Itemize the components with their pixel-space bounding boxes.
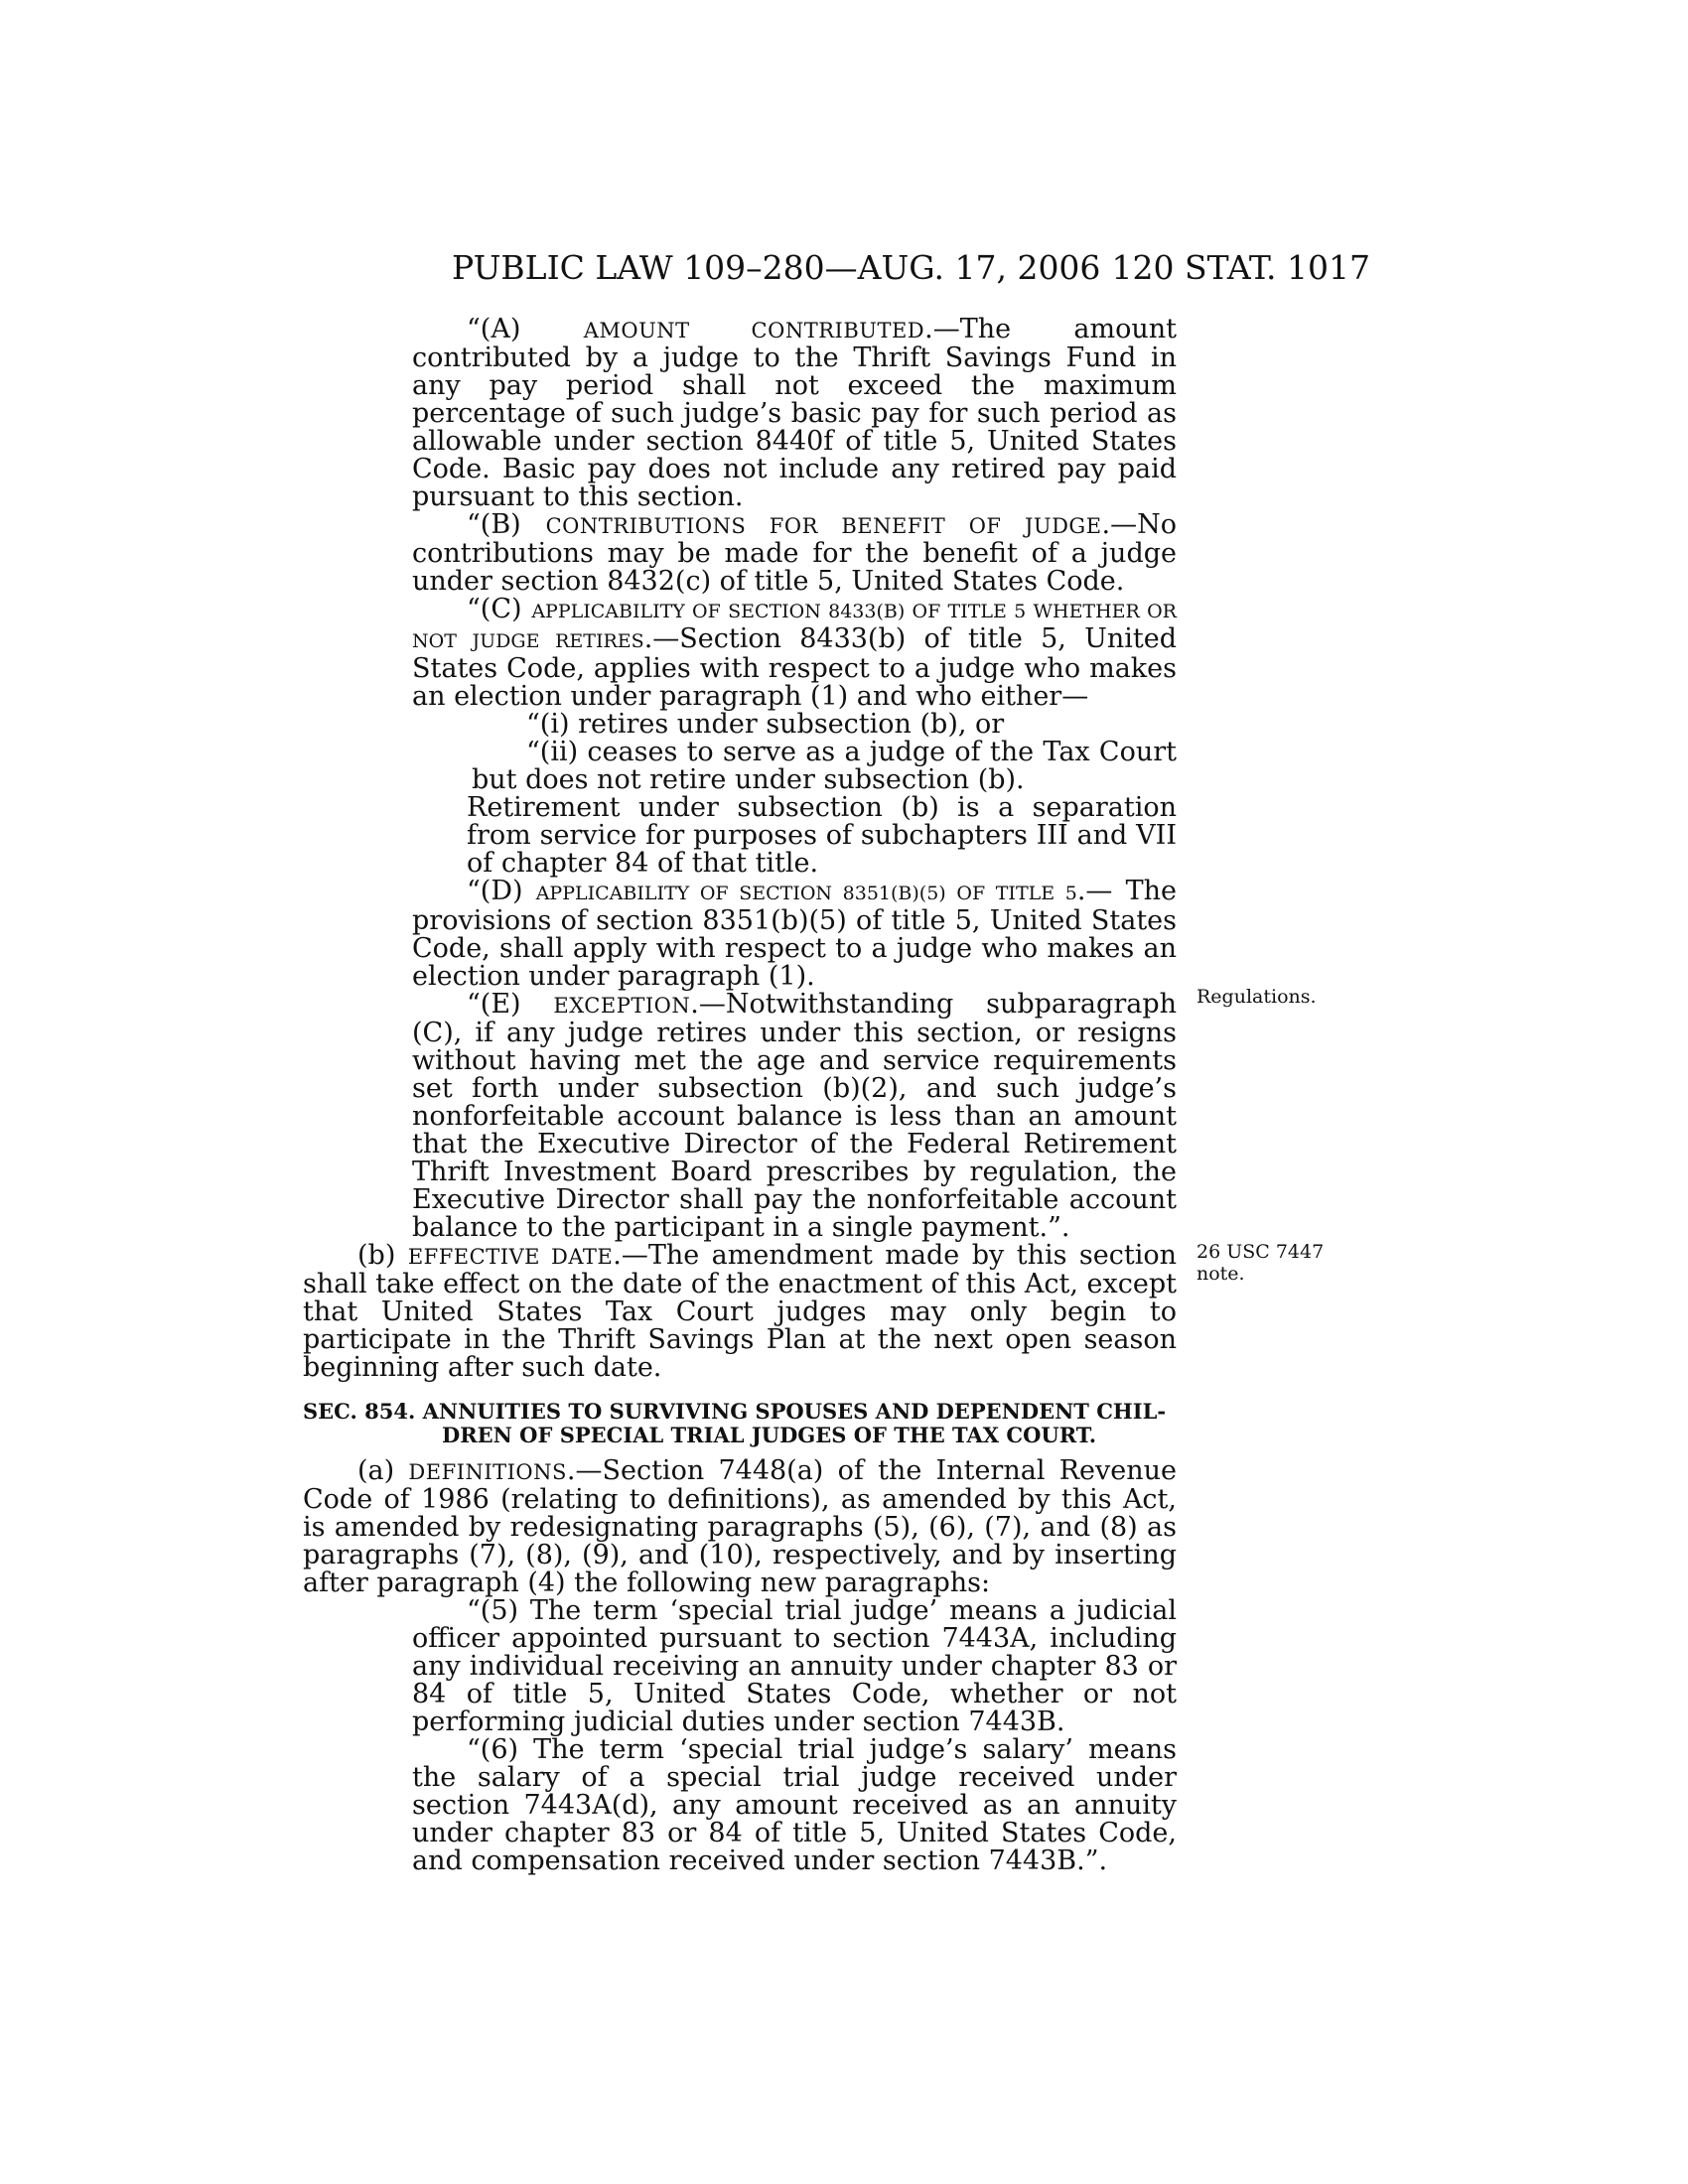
subparagraph-c: “(C) APPLICABILITY OF SECTION 8433(B) OF TITLE 5 WHETHER OR NOT JUDGE RETIRES.—Section 8433(b) of title 5, United States Code, applies with respect to a judge who makes an election under paragraph (1) and who either— [412, 594, 1177, 712]
header-title: PUBLIC LAW 109–280—AUG. 17, 2006 [452, 248, 1101, 287]
margin-note-regulations: Regulations. [1196, 986, 1317, 1008]
paragraph-5: “(5) The term ‘special trial judge’ means a judicial officer appointed pursuant to section 7443A, including any individual receiving an annuity under chapter 83 or 84 of title 5, United States Code, whether or not performing judicial duties under section 7443B. [412, 1595, 1177, 1737]
main-column [303, 316, 1177, 1875]
page-header [452, 248, 1370, 288]
header-page-number: 120 STAT. 1017 [1111, 248, 1370, 287]
subparagraph-c-tail: Retirement under subsection (b) is a separation from service for purposes of subchapters III and VII of chapter 84 of that title. [467, 792, 1177, 879]
subparagraph-d: “(D) APPLICABILITY OF SECTION 8351(B)(5) OF TITLE 5.— The provisions of section 8351(b)(5) of title 5, United States Code, shall apply with respect to a judge who makes an election under paragraph (1). [412, 876, 1177, 992]
clause-i: “(i) retires under subsection (b), or [526, 709, 1005, 740]
subsection-b-effective-date: (b) EFFECTIVE DATE.—The amendment made by this section shall take effect on the date of the enactment of this Act, except that United States Tax Court judges may only begin to participate in the Thrift Savings Plan at the next open season beginning after such date. [303, 1240, 1178, 1383]
subsection-a-definitions: (a) DEFINITIONS.—Section 7448(a) of the Internal Revenue Code of 1986 (relating to definitions), as amended by this Act, is amended by redesignating paragraphs (5), (6), (7), and (8) as paragraphs (7), (8), (9), and (10), respectively, and by inserting after paragraph (4) the following new paragraphs: [303, 1455, 1177, 1598]
section-854-heading: SEC. 854. ANNUITIES TO SURVIVING SPOUSES AND DEPENDENT CHIL- DREN OF SPECIAL TRIAL JUDGES OF THE TAX COURT. [303, 1399, 1167, 1447]
subparagraph-b: “(B) CONTRIBUTIONS FOR BENEFIT OF JUDGE.—No contributions may be made for the benefit of a judge under section 8432(c) of title 5, United States Code. [412, 509, 1177, 597]
margin-note-usc: 26 USC 7447 note. [1196, 1241, 1325, 1285]
paragraph-6: “(6) The term ‘special trial judge’s salary’ means the salary of a special trial judge received under section 7443A(d), any amount received as an annuity under chapter 83 or 84 of title 5, United States Code, and compensation received under section 7443B.”. [412, 1734, 1177, 1876]
subparagraph-e: “(E) EXCEPTION.—Notwithstanding subparagraph (C), if any judge retires under this section, or resigns without having met the age and service requirements set forth under subsection (b)(2), and such judge’s nonforfeitable account balance is less than an amount that the Executive Director of the Federal Retirement Thrift Investment Board prescribes by regulation, the Executive Director shall pay the nonforfeitable account balance to the participant in a single payment.”. [412, 989, 1177, 1243]
clause-ii: “(ii) ceases to serve as a judge of the Tax Court but does not retire under subsection (b). [472, 737, 1177, 795]
subparagraph-a: “(A) AMOUNT CONTRIBUTED.—The amount contributed by a judge to the Thrift Savings Fund in any pay period shall not exceed the maximum percentage of such judge’s basic pay for such period as allowable under section 8440f of title 5, United States Code. Basic pay does not include any retired pay paid pursuant to this section. [412, 314, 1177, 512]
